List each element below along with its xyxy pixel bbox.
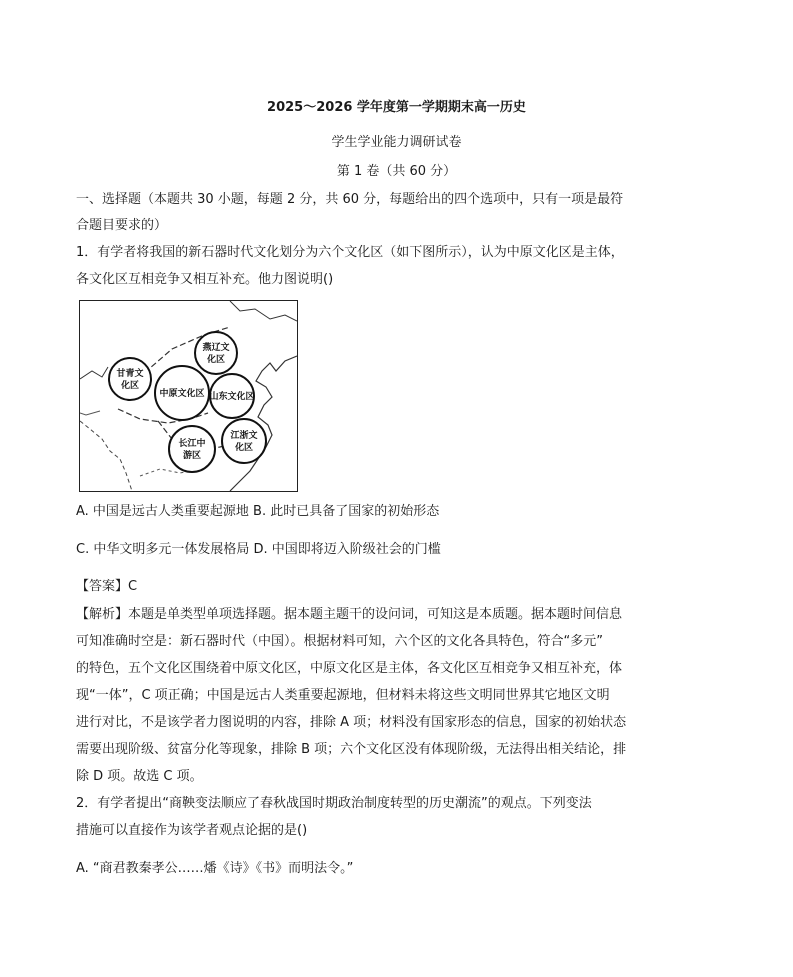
exam-title: 2025～2026 学年度第一学期期末高一历史 — [267, 100, 526, 115]
section-instructions-line1: 一、选择题（本题共 30 小题，每题 2 分，共 60 分，每题给出的四个选项中，只有一项是最符 — [76, 192, 624, 207]
map-label-ganqing-line2: 化区 — [120, 381, 140, 391]
map-label-jiangzhe-line1: 江浙文 — [230, 431, 258, 441]
map-label-yanliao-line1: 燕辽文 — [202, 343, 230, 353]
question-1-stem-line2: 各文化区互相竞争又相互补充。他力图说明() — [76, 272, 334, 287]
question-1-analysis-line6: 需要出现阶级、贫富分化等现象，排除 B 项；六个文化区没有体现阶级，无法得出相关结论，排 — [76, 742, 627, 757]
section-instructions-line2: 合题目要求的） — [76, 218, 168, 233]
map-label-changjiang-line2: 游区 — [182, 451, 202, 461]
neolithic-culture-map — [79, 300, 298, 492]
question-1-analysis-line7: 除 D 项。故选 C 项。 — [76, 769, 203, 784]
question-1-analysis-line3: 的特色，五个文化区围绕着中原文化区，中原文化区是主体，各文化区互相竞争又相互补充，体 — [76, 661, 623, 676]
question-1-analysis-line4: 现“一体”，C 项正确；中国是远古人类重要起源地，但材料未将这些文明同世界其它地区文明 — [76, 688, 610, 703]
map-label-jiangzhe-line2: 化区 — [234, 443, 254, 453]
map-label-zhongyuan: 中原文化区 — [159, 389, 205, 399]
map-label-yanliao-line2: 化区 — [206, 355, 226, 365]
volume-heading: 第 1 卷（共 60 分） — [336, 164, 457, 179]
exam-subtitle: 学生学业能力调研试卷 — [331, 135, 462, 150]
question-1-analysis-line2: 可知准确时空是：新石器时代（中国）。根据材料可知，六个区的文化各具特色，符合“多元” — [76, 634, 603, 649]
map-label-ganqing-line1: 甘青文 — [116, 369, 144, 379]
map-label-changjiang-line1: 长江中 — [178, 439, 206, 449]
question-2-stem-line1: 2．有学者提出“商鞅变法顺应了春秋战国时期政治制度转型的历史潮流”的观点。下列变法 — [76, 796, 592, 811]
question-1-analysis-line5: 进行对比，不是该学者力图说明的内容，排除 A 项；材料没有国家形态的信息，国家的初始状态 — [76, 715, 627, 730]
question-1-options-cd: C. 中华文明多元一体发展格局 D. 中国即将迈入阶级社会的门槛 — [76, 542, 441, 557]
question-1-options-ab: A. 中国是远古人类重要起源地 B. 此时已具备了国家的初始形态 — [76, 504, 440, 519]
question-1-stem-line1: 1．有学者将我国的新石器时代文化划分为六个文化区（如下图所示），认为中原文化区是主体， — [76, 245, 624, 260]
question-2-stem-line2: 措施可以直接作为该学者观点论据的是() — [76, 823, 308, 838]
question-2-option-a: A. “商君教秦孝公……燔《诗》《书》而明法令。” — [76, 861, 354, 876]
map-label-shandong: 山东文化区 — [209, 392, 255, 402]
question-1-answer: 【答案】C — [76, 579, 138, 594]
question-1-analysis-line1: 【解析】本题是单类型单项选择题。据本题主题干的设问词，可知这是本质题。据本题时间信息 — [76, 607, 623, 622]
